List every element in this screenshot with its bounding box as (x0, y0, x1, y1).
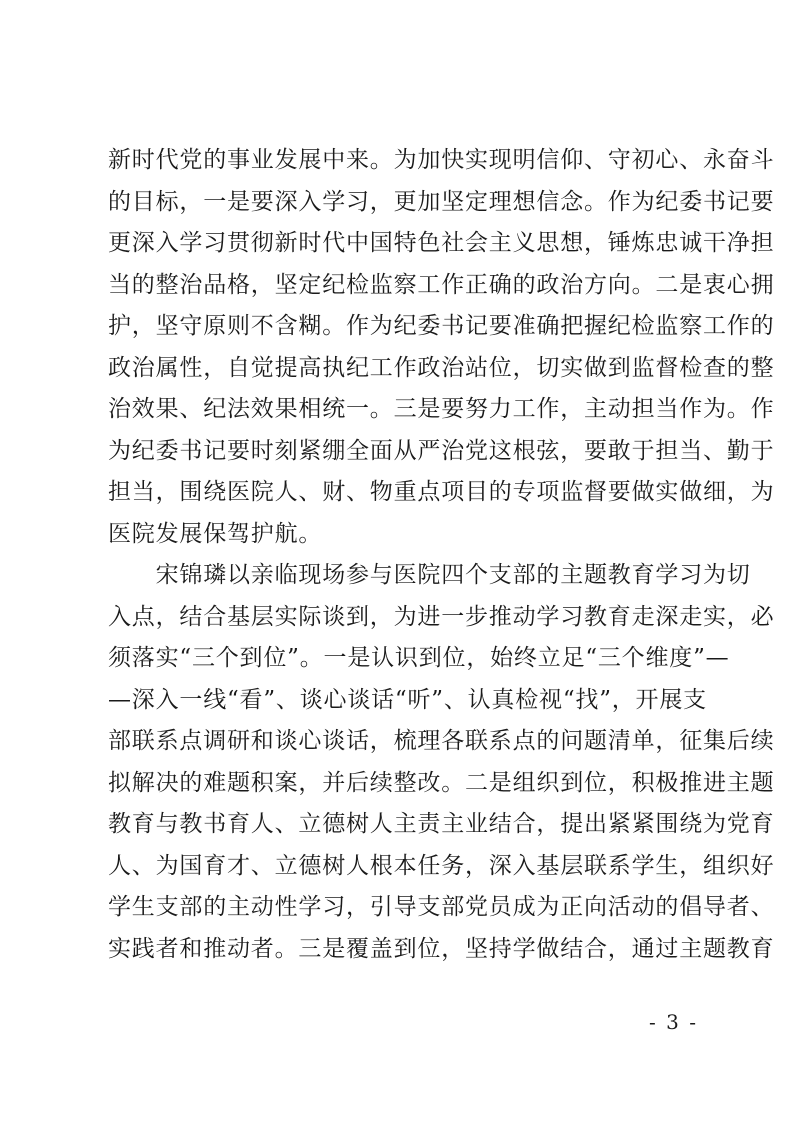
text-line: 须落实“三个到位”。一是认识到位，始终立足“三个维度”— (108, 645, 730, 671)
body-text (108, 140, 775, 970)
text-line: 政治属性，自觉提高执纪工作政治站位，切实做到监督检查的整 (108, 354, 775, 381)
text-line: 更深入学习贯彻新时代中国特色社会主义思想，锤炼忠诚干净担 (108, 230, 775, 256)
text-line: 为纪委书记要时刻紧绷全面从严治党这根弦，要敢于担当、勤于 (108, 437, 775, 464)
text-line: —深入一线“看”、谈心谈话“听”、认真检视“找”，开展支 (108, 686, 707, 713)
text-line: 宋锦璘以亲临现场参与医院四个支部的主题教育学习为切 (108, 562, 751, 588)
text-line: 治效果、纪法效果相统一。三是要努力工作，主动担当作为。作 (108, 396, 775, 422)
text-line: 的目标，一是要深入学习，更加坚定理想信念。作为纪委书记要 (108, 188, 775, 215)
text-line: 人、为国育才、立德树人根本任务，深入基层联系学生，组织好 (108, 852, 775, 879)
text-line: 入点，结合基层实际谈到，为进一步推动学习教育走深走实，必 (108, 603, 775, 630)
text-line: 拟解决的难题积案，并后续整改。二是组织到位，积极推进主题 (108, 769, 775, 796)
text-line: 学生支部的主动性学习，引导支部党员成为正向活动的倡导者、 (108, 894, 775, 920)
text-line: 护，坚守原则不含糊。作为纪委书记要准确把握纪检监察工作的 (108, 313, 775, 339)
text-line: 担当，围绕医院人、财、物重点项目的专项监督要做实做细，为 (108, 479, 775, 505)
text-line: 新时代党的事业发展中来。为加快实现明信仰、守初心、永奋斗 (108, 147, 775, 173)
text-line: 教育与教书育人、立德树人主责主业结合，提出紧紧围绕为党育 (108, 811, 775, 837)
text-line: 当的整治品格，坚定纪检监察工作正确的政治方向。二是衷心拥 (108, 271, 775, 298)
text-line: 实践者和推动者。三是覆盖到位，坚持学做结合，通过主题教育 (108, 935, 775, 962)
text-line: 部联系点调研和谈心谈话，梳理各联系点的问题清单，征集后续 (108, 728, 775, 754)
page-number: - 3 - (649, 1010, 698, 1034)
text-line: 医院发展保驾护航。 (108, 520, 323, 547)
